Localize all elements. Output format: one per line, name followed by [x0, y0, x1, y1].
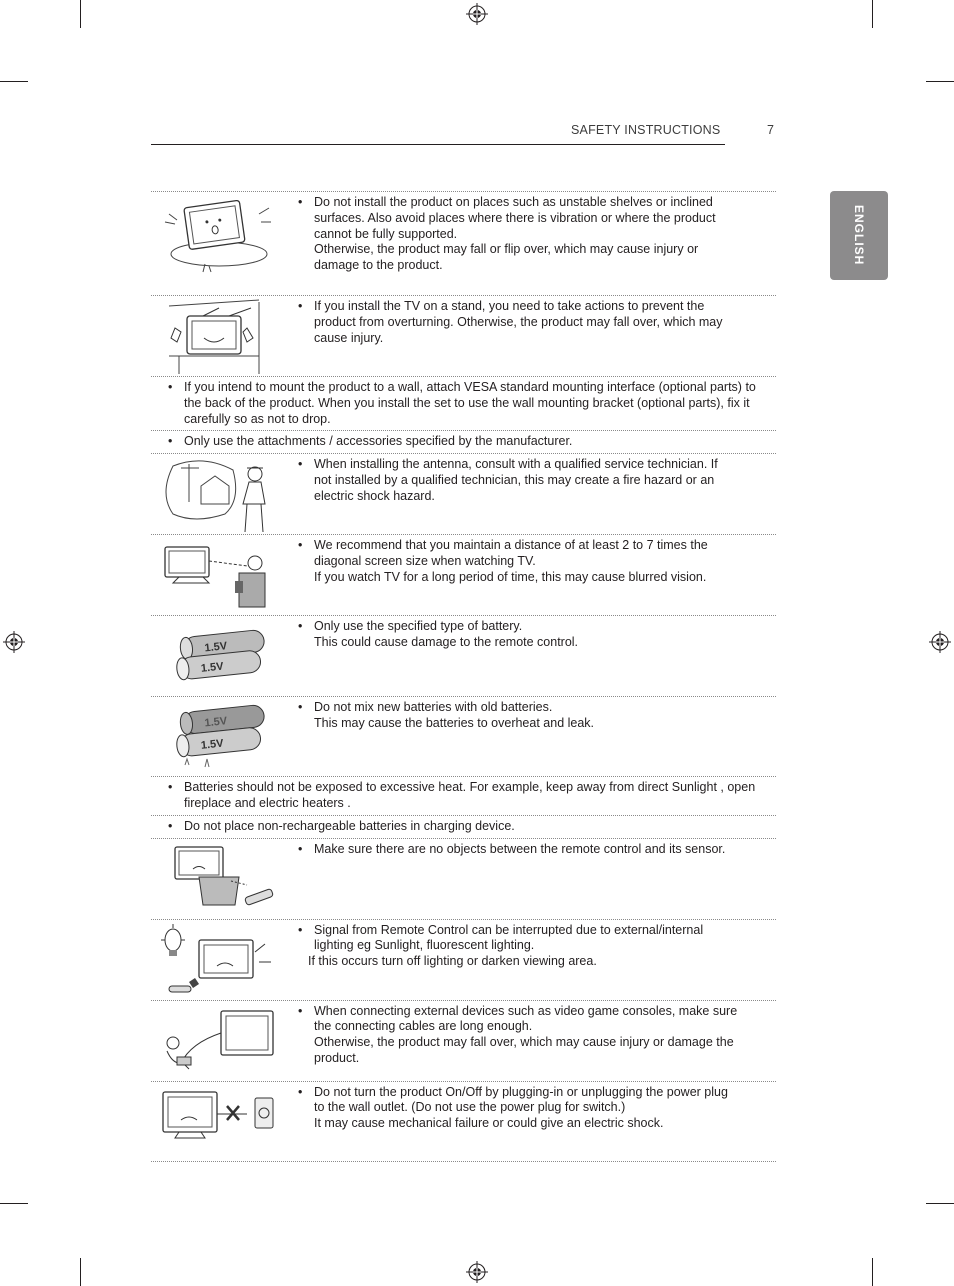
registration-mark-icon [466, 1261, 488, 1283]
remote-obstruction-illustration [159, 841, 277, 919]
bullet-text: • When connecting external devices such as video game consoles, make sure the connecting cables are long enough. [298, 1004, 738, 1036]
safety-list [151, 191, 776, 1162]
crop-mark [0, 81, 28, 82]
item-text [298, 299, 738, 346]
bullet-text: • Only use the specified type of battery. [298, 619, 738, 635]
language-tab [830, 191, 888, 280]
continuation-text: This may cause the batteries to overheat and leak. [314, 715, 595, 730]
crop-mark [80, 0, 81, 28]
crop-mark [926, 81, 954, 82]
bullet-text: • Do not place non-rechargeable batteries in charging device. [168, 819, 756, 835]
list-item [151, 776, 776, 815]
continuation-text: Otherwise, the product may fall over, which may cause injury or damage the product. [314, 1035, 734, 1065]
list-item [151, 295, 776, 376]
bullet-text: • We recommend that you maintain a distance of at least 2 to 7 times the diagonal screen size when watching TV. [298, 538, 738, 570]
battery-illustration [159, 618, 277, 696]
lighting-interference-illustration [159, 922, 277, 1000]
list-item [151, 376, 776, 430]
crop-mark [872, 0, 873, 28]
battery-label: 1.5V [203, 640, 228, 655]
item-text [298, 700, 738, 732]
bullet-text: • If you install the TV on a stand, you need to take actions to prevent the product from overturning. Otherwise, the product may fall over, which may cause injury. [298, 299, 738, 346]
bullet-text: • Signal from Remote Control can be interrupted due to external/internal lighting eg Sunlight, fluorescent lighting. [298, 923, 738, 955]
tv-tipping-shelf-illustration [159, 194, 277, 290]
old-new-battery-illustration [159, 699, 277, 777]
antenna-technician-illustration [159, 456, 277, 534]
list-item [151, 815, 776, 838]
viewing-distance-illustration [159, 537, 277, 615]
list-item [151, 615, 776, 696]
bullet-text: • Do not install the product on places such as unstable shelves or inclined surfaces. Also avoid places where there is vibration or where the product cannot be fully supported. [298, 195, 738, 242]
language-tab-label: ENGLISH [852, 205, 866, 266]
continuation-text: If this occurs turn off lighting or darken viewing area. [308, 954, 597, 969]
item-text [298, 1085, 738, 1132]
battery-label: 1.5V [200, 660, 225, 676]
crop-mark [926, 1203, 954, 1204]
game-console-cable-illustration [159, 1003, 277, 1081]
battery-label: 1.5V [203, 715, 228, 730]
list-item [151, 191, 776, 295]
page-number: 7 [767, 123, 774, 137]
continuation-text: It may cause mechanical failure or could give an electric shock. [314, 1116, 664, 1131]
item-text [298, 195, 738, 274]
battery-label: 1.5V [200, 737, 225, 753]
registration-mark-icon [3, 631, 25, 653]
list-item [151, 1000, 776, 1081]
crop-mark [872, 1258, 873, 1286]
bullet-text: • Only use the attachments / accessories specified by the manufacturer. [168, 434, 756, 450]
header-rule [151, 144, 725, 145]
bullet-text: • When installing the antenna, consult with a qualified service technician. If not installed by a qualified technician, this may create a fire hazard or an electric shock hazard. [298, 457, 738, 504]
section-title: SAFETY INSTRUCTIONS [571, 123, 721, 137]
item-text [298, 619, 738, 651]
list-item [151, 453, 776, 534]
list-item [151, 430, 776, 453]
list-item [151, 838, 776, 919]
registration-mark-icon [466, 3, 488, 25]
crop-mark [80, 1258, 81, 1286]
continuation-text: If you watch TV for a long period of time, this may cause blurred vision. [314, 569, 707, 584]
item-text [298, 457, 738, 504]
list-item [151, 1081, 776, 1162]
item-text [298, 842, 738, 858]
item-text [298, 538, 738, 585]
continuation-text: This could cause damage to the remote control. [314, 634, 579, 649]
bullet-text: • If you intend to mount the product to a wall, attach VESA standard mounting interface (optional parts) to the back of the product. When you install the set to use the wall mounting bracket (optional parts), fix it carefully so as not to drop. [168, 380, 756, 427]
item-text [298, 923, 738, 970]
list-item [151, 919, 776, 1000]
list-item [151, 696, 776, 776]
power-plug-illustration [159, 1084, 277, 1162]
bullet-text: • Batteries should not be exposed to excessive heat. For example, keep away from direct Sunlight , open fireplace and electric heaters . [168, 780, 756, 812]
tv-stand-strap-illustration [159, 298, 277, 376]
bullet-text: • Make sure there are no objects between the remote control and its sensor. [298, 842, 738, 858]
item-text [298, 1004, 738, 1067]
continuation-text: Otherwise, the product may fall or flip over, which may cause injury or damage to the product. [314, 242, 699, 273]
list-item [151, 534, 776, 615]
bullet-text: • Do not mix new batteries with old batteries. [298, 700, 738, 716]
bullet-text: • Do not turn the product On/Off by plugging-in or unplugging the power plug to the wall outlet. (Do not use the power plug for switch.) [298, 1085, 738, 1117]
crop-mark [0, 1203, 28, 1204]
registration-mark-icon [929, 631, 951, 653]
